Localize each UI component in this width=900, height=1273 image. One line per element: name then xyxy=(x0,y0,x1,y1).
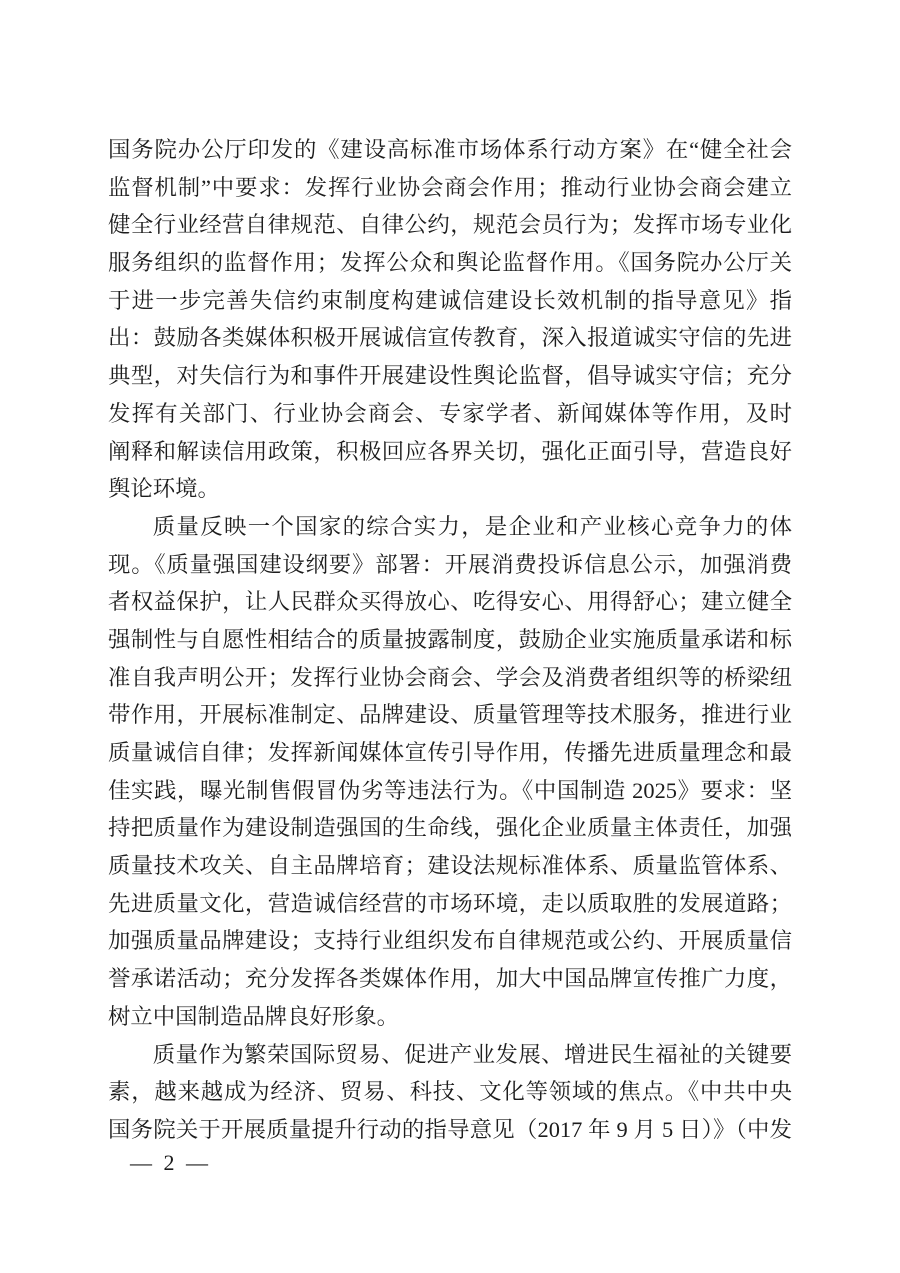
text-line: 加强质量品牌建设；支持行业组织发布自律规范或公约、开展质量信 xyxy=(108,928,792,954)
text-line: 监督机制”中要求：发挥行业协会商会作用；推动行业协会商会建立 xyxy=(108,174,792,200)
text-line: 持把质量作为建设制造强国的生命线，强化企业质量主体责任，加强 xyxy=(108,815,792,841)
text-line: 先进质量文化，营造诚信经营的市场环境，走以质取胜的发展道路； xyxy=(108,890,792,916)
text-line: 国务院关于开展质量提升行动的指导意见（2017 年 9 月 5 日）》（中发 xyxy=(108,1116,792,1142)
text-line: 素，越来越成为经济、贸易、科技、文化等领域的焦点。《中共中央 xyxy=(108,1079,792,1105)
text-line: 者权益保护，让人民群众买得放心、吃得安心、用得舒心；建立健全 xyxy=(108,589,792,615)
text-line: 强制性与自愿性相结合的质量披露制度，鼓励企业实施质量承诺和标 xyxy=(108,626,792,652)
text-line: 健全行业经营自律规范、自律公约，规范会员行为；发挥市场专业化 xyxy=(108,212,792,238)
text-line: 出：鼓励各类媒体积极开展诚信宣传教育，深入报道诚实守信的先进 xyxy=(108,325,792,351)
text-line: 质量诚信自律；发挥新闻媒体宣传引导作用，传播先进质量理念和最 xyxy=(108,740,792,765)
text-line: 佳实践，曝光制售假冒伪劣等违法行为。《中国制造 2025》要求：坚 xyxy=(108,777,792,803)
text-line: 发挥有关部门、行业协会商会、专家学者、新闻媒体等作用，及时 xyxy=(108,400,792,426)
text-line: 于进一步完善失信约束制度构建诚信建设长效机制的指导意见》指 xyxy=(108,287,792,313)
text-line-paragraph-start: 质量作为繁荣国际贸易、促进产业发展、增进民生福祉的关键要 xyxy=(152,1041,792,1067)
document-body xyxy=(108,131,792,1149)
text-line: 阐释和解读信用政策，积极回应各界关切，强化正面引导，营造良好 xyxy=(108,438,792,464)
text-line-paragraph-end: 舆论环境。 xyxy=(108,476,220,502)
text-line: 质量技术攻关、自主品牌培育；建设法规标准体系、质量监管体系、 xyxy=(108,853,792,879)
text-line-paragraph-start: 质量反映一个国家的综合实力，是企业和产业核心竞争力的体 xyxy=(152,513,792,539)
page-number: — 2 — xyxy=(130,1150,211,1175)
text-line: 服务组织的监督作用；发挥公众和舆论监督作用。《国务院办公厅关 xyxy=(108,250,792,276)
text-line: 现。《质量强国建设纲要》部署：开展消费投诉信息公示，加强消费 xyxy=(108,551,792,577)
text-line: 带作用，开展标准制定、品牌建设、质量管理等技术服务，推进行业 xyxy=(108,702,792,728)
text-line: 誉承诺活动；充分发挥各类媒体作用，加大中国品牌宣传推广力度， xyxy=(108,966,792,992)
text-line: 典型，对失信行为和事件开展建设性舆论监督，倡导诚实守信；充分 xyxy=(108,363,792,389)
text-line-paragraph-end: 树立中国制造品牌良好形象。 xyxy=(108,1003,400,1029)
text-line: 准自我声明公开；发挥行业协会商会、学会及消费者组织等的桥梁纽 xyxy=(108,664,792,690)
text-line: 国务院办公厅印发的《建设高标准市场体系行动方案》在“健全社会 xyxy=(108,137,792,162)
